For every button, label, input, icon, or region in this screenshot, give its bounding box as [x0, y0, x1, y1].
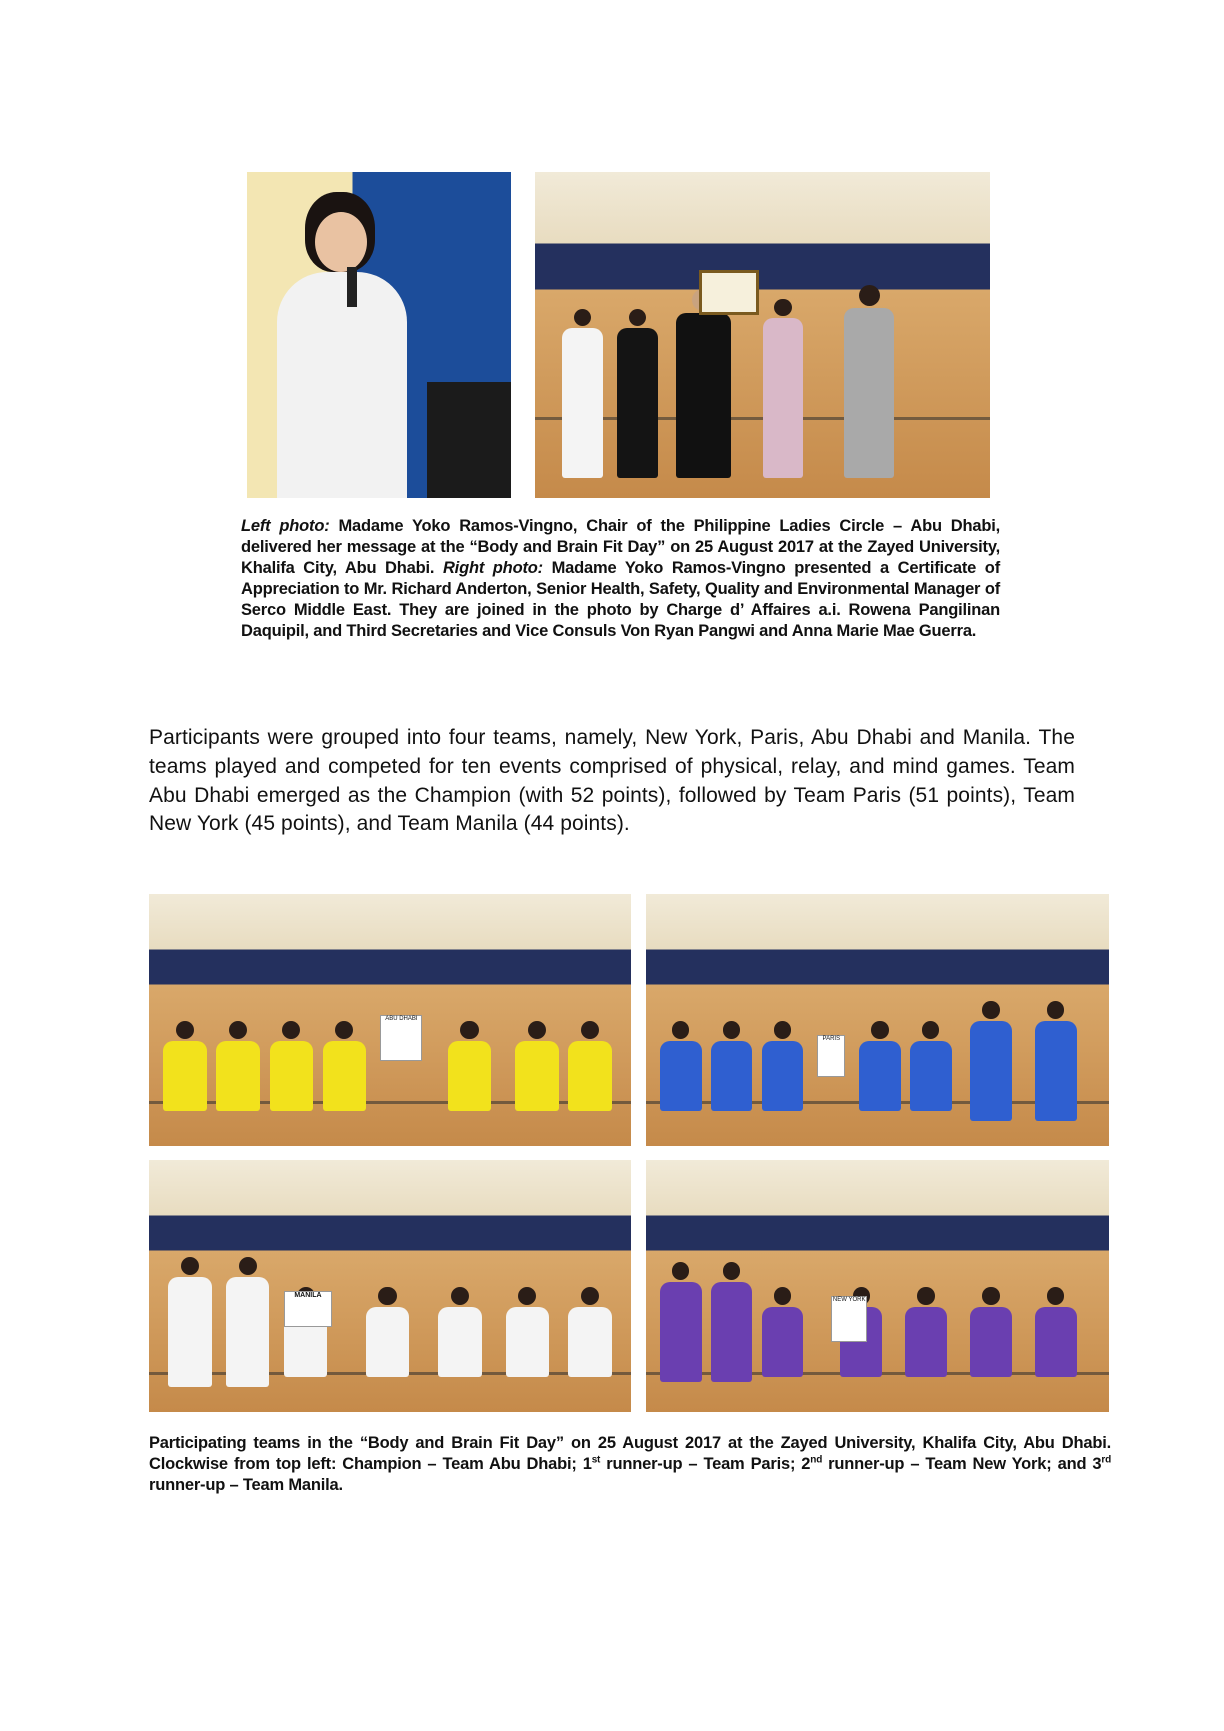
photo-team-new-york [646, 1160, 1109, 1412]
left-photo-label: Left photo: [241, 517, 330, 535]
body-paragraph: Participants were grouped into four teams, namely, New York, Paris, Abu Dhabi and Manila. The teams played and competed for ten events comprised of physical, relay, and mind games. Team Abu Dhabi emerged as the Champion (with 52 points), followed by Team Paris (51 points), Team New York (45 points), and Team Manila (44 points). [149, 726, 1075, 836]
caption-part-2: runner-up – Team Paris; 2 [600, 1455, 811, 1473]
top-photo-caption [241, 516, 1000, 642]
photo-team-abu-dhabi [149, 894, 631, 1146]
abu-dhabi-sign: ABU DHABI [380, 1015, 422, 1061]
left-photo-text: Madame Yoko Ramos-Vingno, Chair of the Philippine Ladies Circle – Abu Dhabi, delivered her message at the “Body and Brain Fit Day” on 25 August 2017 at the Zayed University, Khalifa City, Abu Dhabi. [241, 517, 1001, 577]
caption-sup-1: st [591, 1454, 601, 1466]
photo-team-manila [149, 1160, 631, 1412]
photo-team-paris [646, 894, 1109, 1146]
photo-speaker [247, 172, 511, 498]
right-photo-text: Madame Yoko Ramos-Vingno presented a Certificate of Appreciation to Mr. Richard Anderton, Senior Health, Safety, Quality and Environmental Manager of Serco Middle East. They are joined in the photo by Charge d’ Affaires a.i. Rowena Pangilinan Daquipil, and Third Secretaries and Vice Consuls Von Ryan Pangwi and Anna Marie Mae Guerra. [241, 559, 1000, 640]
caption-sup-2: nd [810, 1454, 823, 1466]
manila-sign: MANILA [284, 1291, 332, 1327]
paris-sign: PARIS [817, 1035, 845, 1077]
new-york-sign: NEW YORK [831, 1296, 867, 1342]
caption-part-1: Participating teams in the “Body and Brain Fit Day” on 25 August 2017 at the Zayed University, Khalifa City, Abu Dhabi. Clockwise from top left: Champion – Team Abu Dhabi; 1 [149, 1434, 1111, 1473]
team-photos-caption [149, 1433, 1111, 1496]
caption-part-3: runner-up – Team New York; and 3 [822, 1455, 1102, 1473]
caption-part-4: runner-up – Team Manila. [149, 1476, 343, 1494]
photo-certificate [535, 172, 990, 498]
caption-sup-3: rd [1101, 1454, 1111, 1466]
right-photo-label: Right photo: [442, 559, 543, 577]
